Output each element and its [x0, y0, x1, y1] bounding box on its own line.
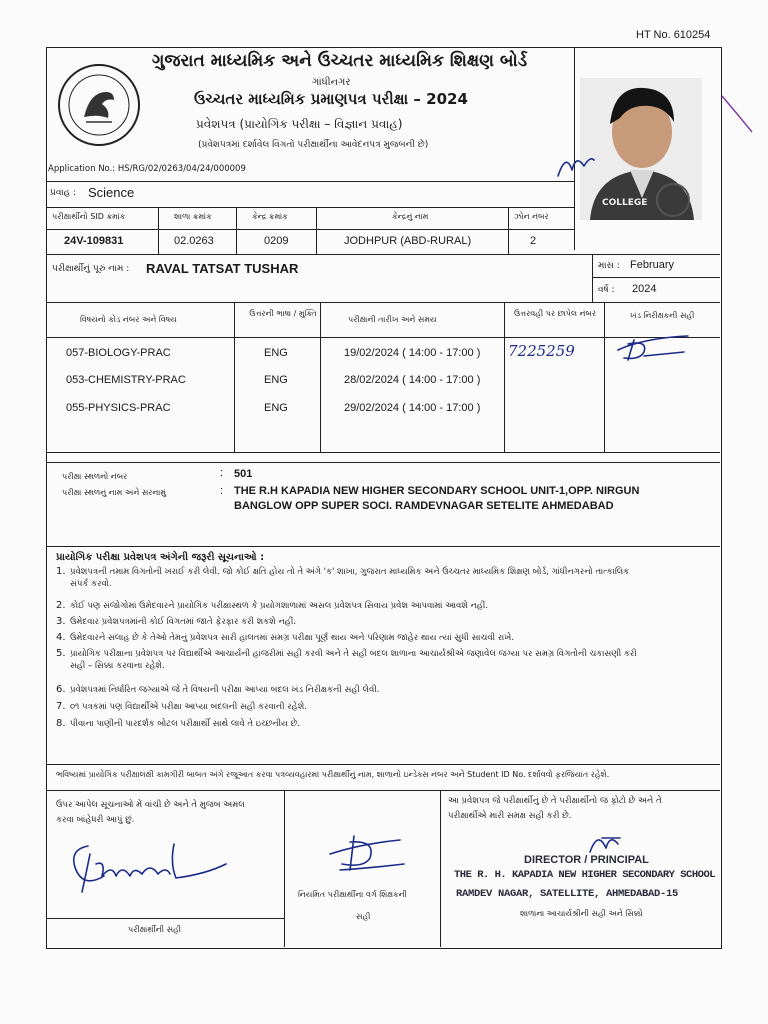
instruction-item [56, 648, 696, 672]
pen-mark [718, 92, 758, 136]
info-header-centre-name: કેન્દ્રનું નામ [392, 212, 429, 221]
exam-title: ઉચ્ચતર માધ્યમિક પ્રમાણપત્ર પરીક્ષા – 2024 [194, 90, 468, 108]
instruction-text: ૦૧ પત્રકમાં પણ વિદ્યાર્થીએ પરીક્ષા આપ્યા બદલની સહી કરવાની રહેશે. [70, 702, 307, 712]
instruction-number: 8. [56, 718, 66, 729]
subj-header-subject: વિષયનો કોડ નંબર અને વિષય [80, 315, 177, 324]
instruction-text: પ્રાયોગિક પરીક્ષાના પ્રવેશપત્ર પર વિદ્યાર્થીએ આચાર્યની હાજરીમાં સહી કરવી અને તે સહી બદલ શાળાના આચાર્યશ્રીએ જણાવેલ જગ્યા પર સમગ્ર વિગતોની ચકાસણી કરી [70, 649, 637, 659]
subject-datetime: 19/02/2024 ( 14:00 - 17:00 ) [344, 347, 481, 359]
header-note: (પ્રવેશપત્રમાં દર્શાવેલ વિગતો પરીક્ષાર્થીના આવેદનપત્ર મુજબની છે) [198, 140, 429, 150]
candidate-photo [580, 78, 702, 220]
instruction-text: ઉમેદવારને સલાહ છે કે તેઓ તેમનું પ્રવેશપત્ર સારી હાલતમાં સમગ્ર પરીક્ષા પૂર્ણ થાય અને પરિણામ જાહેર થાય ત્યાં સુધી સાચવી રાખે. [70, 633, 514, 643]
stamp-school-name: THE R. H. KAPADIA NEW HIGHER SECONDARY SCHOOL [454, 869, 716, 881]
instructions-title: પ્રાયોગિક પરીક્ષા પ્રવેશપત્ર અંગેની જરૂરી સૂચનાઓ : [56, 552, 265, 563]
info-header-centre: કેન્દ્ર ક્રમાંક [252, 212, 288, 221]
instruction-text: પ્રવેશપત્રમાં નિર્ધારિત જગ્યાએ જે તે વિષયની પરીક્ષા આપ્યા બદલ ખંડ નિરીક્ષકની સહી લેવી. [70, 685, 380, 695]
zone-value: 2 [530, 235, 537, 247]
stamp-school-address: RAMDEV NAGAR, SATELLITE, AHMEDABAD-15 [456, 888, 679, 900]
subj-header-sheetno: ઉત્તરવહી પર છાપેલ નંબર [513, 309, 597, 318]
class-teacher-signature [320, 830, 410, 876]
instruction-text: પ્રવેશપત્રની તમામ વિગતોની ખરાઈ કરી લેવી. જો કોઈ ક્ષતિ હોય તો તે અંગે 'ક' શાખા, ગુજરાત માધ્યમિક અને ઉચ્ચતર માધ્યમિક શિક્ષણ બોર્ડ, ગાંધીનગરનો તાત્કાલિક [70, 567, 630, 577]
venue-no-label: પરીક્ષા સ્થળનો નંબર [62, 472, 128, 481]
ht-number: HT No. 610254 [636, 29, 711, 41]
subject-lang: ENG [264, 347, 288, 359]
instruction-item [56, 684, 696, 696]
class-teacher-label-line2: સહી [356, 912, 371, 921]
instruction-number: 5. [56, 648, 66, 659]
board-name: ગુજરાત માધ્યમિક અને ઉચ્ચતર માધ્યમિક શિક્ષણ બોર્ડ [152, 51, 528, 71]
candidate-signature [66, 834, 234, 898]
stamp-designation: DIRECTOR / PRINCIPAL [524, 854, 649, 866]
subject-name: 057-BIOLOGY-PRAC [66, 347, 171, 359]
month-label: માસ : [598, 261, 620, 271]
instruction-item [56, 701, 696, 713]
candidate-note-line1: ઉપર આપેલ સૂચનાઓ મેં વાંચી છે અને તે મુજબ અમલ [56, 800, 245, 810]
centre-name-value: JODHPUR (ABD-RURAL) [344, 235, 472, 247]
stream-label: પ્રવાહ : [50, 188, 76, 198]
instruction-item [56, 600, 696, 612]
photo-stamp-text: COLLEGE [602, 198, 648, 208]
venue-colon-2: : [220, 485, 224, 497]
venue-colon-1: : [220, 467, 224, 479]
instruction-number: 1. [56, 566, 66, 577]
instruction-number: 6. [56, 684, 66, 695]
subj-header-lang: ઉત્તરની ભાષા / મુક્તિ [249, 309, 317, 318]
stream-value: Science [88, 185, 135, 200]
instruction-text-cont: સહી – સિક્કા કરવાના રહેશે. [70, 661, 165, 671]
venue-no-value: 501 [234, 468, 253, 480]
answer-sheet-number: 7225259 [508, 342, 575, 360]
class-teacher-label-line1: નિયમિત પરીક્ષાર્થીના વર્ગ શિક્ષકની [298, 890, 407, 899]
instruction-text: ઉમેદવાર પ્રવેશપત્રમાંની કોઈ વિગતમાં જાતે ફેરફાર કરી શકશે નહીં. [70, 617, 296, 627]
instruction-text: કોઈ પણ સંજોગોમાં ઉમેદવારને પ્રાયોગિક પરીક્ષાસ્થળ કે પ્રયોગશાળામાં અસલ પ્રવેશપત્ર સિવાય પ્રવેશ આપવામાં આવશે નહીં. [70, 601, 489, 611]
school-no-value: 02.0263 [174, 235, 214, 247]
instruction-number: 2. [56, 600, 66, 611]
subject-name: 055-PHYSICS-PRAC [66, 402, 171, 414]
instruction-item [56, 632, 696, 644]
instruction-text-cont: સંપર્ક કરવો. [70, 579, 112, 589]
subject-datetime: 28/02/2024 ( 14:00 - 17:00 ) [344, 374, 481, 386]
principal-note-line1: આ પ્રવેશપત્ર જે પરીક્ષાર્થીનું છે તે પરીક્ષાર્થીનો જ ફોટો છે અને તે [448, 796, 662, 806]
candidate-note-line2: કરવા બાંહેધરી આપું છું. [56, 815, 135, 825]
instruction-item [56, 616, 696, 628]
principal-note-line2: પરીક્ષાર્થીએ મારી સમક્ષ સહી કરી છે. [448, 811, 572, 821]
subject-lang: ENG [264, 402, 288, 414]
instruction-text: પીવાના પાણીની પારદર્શક બોટલ પરીક્ષાર્થી સાથે લાવે તે ઇચ્છનીય છે. [70, 719, 300, 729]
subject-datetime: 29/02/2024 ( 14:00 - 17:00 ) [344, 402, 481, 414]
principal-sign-label: શાળાના આચાર્યશ્રીની સહી અને સિક્કો [520, 909, 643, 918]
instruction-number: 3. [56, 616, 66, 627]
info-header-zone: ઝોન નંબર [514, 212, 549, 221]
subj-header-invigilator: ખંડ નિરીક્ષકની સહી [630, 311, 695, 320]
subject-name: 053-CHEMISTRY-PRAC [66, 374, 186, 386]
sid-value: 24V-109831 [64, 235, 124, 247]
venue-address-line2: BANGLOW OPP SUPER SOCI. RAMDEVNAGAR SETELITE AHMEDABAD [234, 500, 614, 512]
candidate-name-label: પરીક્ષાર્થીનું પૂરું નામ : [52, 264, 130, 274]
year-value: 2024 [632, 283, 657, 295]
instruction-number: 4. [56, 632, 66, 643]
admit-subtitle: પ્રવેશપત્ર (પ્રાયોગિક પરીક્ષા – વિજ્ઞાન પ્રવાહ) [196, 117, 403, 131]
photo-sign-scribble [554, 146, 598, 182]
instruction-number: 7. [56, 701, 66, 712]
application-number: Application No.: HS/RG/02/0263/04/24/000009 [48, 164, 246, 174]
info-header-school: શાળા ક્રમાંક [174, 212, 212, 221]
candidate-name: RAVAL TATSAT TUSHAR [146, 261, 299, 276]
month-value: February [630, 259, 675, 271]
instruction-item [56, 566, 696, 590]
footer-note: ભવિષ્યમાં પ્રાયોગિક પરીક્ષાલક્ષી કામગીરી બાબત અંગે રજૂઆત કરવા પત્રવ્યવહારમાં પરીક્ષાર્થીનું નામ, શાળાનો ઇન્ડેક્સ નંબર અને Student ID No. દર્શાવવો ફરજિયાત રહેશે. [56, 770, 610, 779]
board-city: ગાંધીનગર [312, 77, 351, 88]
candidate-sign-label: પરીક્ષાર્થીની સહી [128, 925, 182, 934]
info-header-sid: પરીક્ષાર્થીનો SID ક્રમાંક [52, 212, 126, 221]
venue-address-line1: THE R.H KAPADIA NEW HIGHER SECONDARY SCHOOL UNIT-1,OPP. NIRGUN [234, 485, 640, 497]
board-logo [56, 62, 142, 148]
subj-header-datetime: પરીક્ષાની તારીખ અને સમય [348, 315, 437, 324]
instruction-item [56, 718, 696, 730]
venue-address-label: પરીક્ષા સ્થળનું નામ અને સરનામું [62, 488, 167, 497]
centre-no-value: 0209 [264, 235, 289, 247]
invigilator-signature [614, 330, 694, 364]
subject-lang: ENG [264, 374, 288, 386]
year-label: વર્ષ : [598, 285, 615, 295]
